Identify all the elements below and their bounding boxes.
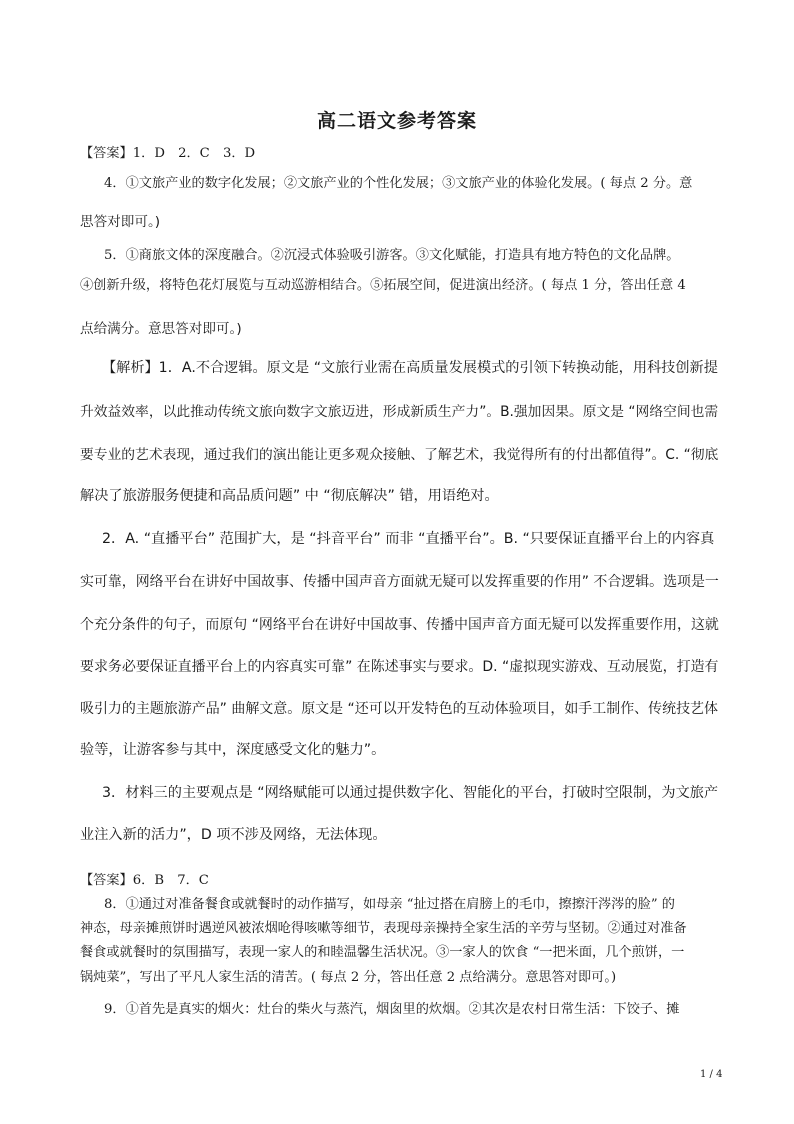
answer-8-line-3: 餐食或就餐时的氛围描写，表现一家人的和睦温馨生活状况。③一家人的饮食 “一把米面，几个煎饼，一 bbox=[80, 945, 685, 960]
answer-5-line-1: 5．①商旅文体的深度融合。②沉浸式体验吸引游客。③文化赋能，打造具有地方特色的文化品牌。 bbox=[104, 248, 680, 263]
analysis-2-line-2: 实可靠，网络平台在讲好中国故事、传播中国声音方面就无疑可以发挥重要的作用” 不合逻辑。选项是一 bbox=[80, 574, 719, 590]
answer-9-line-1: 9．①首先是真实的烟火：灶台的柴火与蒸汽，烟囱里的炊烟。②其次是农村日常生活：下饺子、摊 bbox=[104, 1002, 680, 1017]
analysis-line-2: 升效益效率，以此推动传统文旅向数字文旅迈进，形成新质生产力”。B.强加因果。原文是 “网络空间也需 bbox=[80, 404, 719, 420]
answer-line-1-3: 【答案】1．D 2．C 3．D bbox=[80, 146, 256, 161]
analysis-2-line-6: 验等，让游客参与其中，深度感受文化的魅力”。 bbox=[80, 742, 386, 758]
answer-line-6-7: 【答案】6．B 7．C bbox=[80, 873, 209, 888]
analysis-line-4: 解决了旅游服务便捷和高品质问题” 中 “彻底解决” 错，用语绝对。 bbox=[80, 488, 499, 504]
answer-4-line-2: 思答对即可。) bbox=[80, 214, 161, 230]
page-number: 1 / 4 bbox=[700, 1069, 723, 1080]
analysis-line-3: 要专业的艺术表现，通过我们的演出能让更多观众接触、了解艺术，我觉得所有的付出都值得”。C. “彻底 bbox=[80, 447, 719, 463]
analysis-2-line-5: 吸引力的主题旅游产品” 曲解文意。原文是 “还可以开发特色的互动体验项目，如手工制作、传统技艺体 bbox=[80, 701, 718, 717]
answer-8-line-1: 8．①通过对准备餐食或就餐时的动作描写，如母亲 “扯过搭在肩膀上的毛巾，擦擦汗涔涔的脸” 的 bbox=[104, 897, 675, 912]
answer-5-line-3: 点给满分。意思答对即可。) bbox=[80, 321, 242, 337]
analysis-2-line-1: 2．A. “直播平台” 范围扩大，是 “抖音平台” 而非 “直播平台”。B. “只要保证直播平台上的内容真 bbox=[102, 531, 715, 547]
answer-5-line-2: ④创新升级，将特色花灯展览与互动巡游相结合。⑤拓展空间，促进演出经济。( 每点 1 分，答出任意 4 bbox=[80, 278, 686, 293]
answer-8-line-4: 锅炖菜”，写出了平凡人家生活的清苦。( 每点 2 分，答出任意 2 点给满分。意思答对即可。) bbox=[80, 970, 617, 985]
analysis-2-line-4: 要求务必要保证直播平台上的内容真实可靠” 在陈述事实与要求。D. “虚拟现实游戏、互动展览，打造有 bbox=[80, 659, 719, 675]
analysis-3-line-1: 3．材料三的主要观点是 “网络赋能可以通过提供数字化、智能化的平台，打破时空限制，为文旅产 bbox=[102, 785, 719, 801]
analysis-3-line-2: 业注入新的活力”，D 项不涉及网络，无法体现。 bbox=[80, 827, 387, 843]
answer-8-line-2: 神态，母亲摊煎饼时遇逆风被浓烟呛得咳嗽等细节，表现母亲操持全家生活的辛劳与坚韧。②通过对准备 bbox=[80, 921, 687, 936]
analysis-line-1: 【解析】1．A.不合逻辑。原文是 “文旅行业需在高质量发展模式的引领下转换动能，用科技创新提 bbox=[102, 360, 718, 376]
page-title: 高二语文参考答案 bbox=[316, 110, 477, 132]
analysis-2-line-3: 个充分条件的句子，而原句 “网络平台在讲好中国故事、传播中国声音方面无疑可以发挥重要作用，这就 bbox=[80, 617, 719, 633]
answer-4-line-1: 4．①文旅产业的数字化发展；②文旅产业的个性化发展；③文旅产业的体验化发展。( 每点 2 分。意 bbox=[104, 176, 693, 191]
